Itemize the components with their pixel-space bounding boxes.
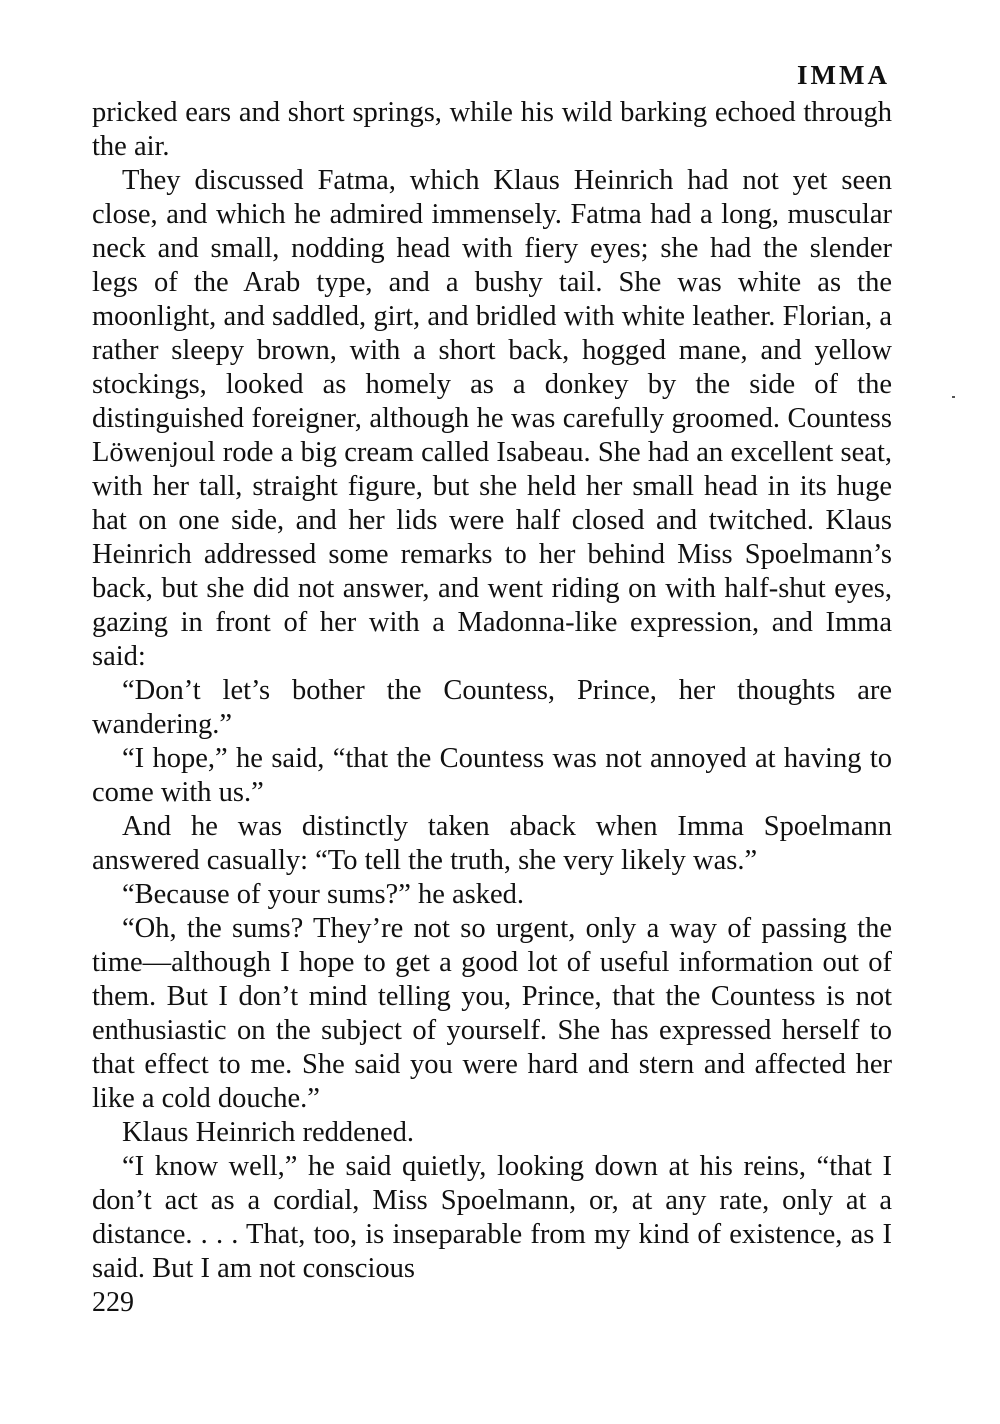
- paragraph: “I hope,” he said, “that the Countess was not annoyed at having to come with us.”: [92, 743, 892, 808]
- paragraph: “I know well,” he said quietly, looking down at his reins, “that I don’t act as a cordial, Miss Spoelmann, or, at any rate, only at a distance. . . . That, too, is inseparable from my kind of existence, as I said. But I am not conscious: [92, 1151, 892, 1284]
- paragraph: pricked ears and short springs, while his wild barking echoed through the air.: [92, 97, 892, 162]
- running-title: IMMA: [797, 60, 890, 90]
- paragraph: They discussed Fatma, which Klaus Heinrich had not yet seen close, and which he admired immensely. Fatma had a long, muscular neck and small, nodding head with fiery eyes; she had the slender legs of the Arab type, and a bushy tail. She was white as the moonlight, and saddled, girt, and bridled with white leather. Florian, a rather sleepy brown, with a short back, hogged mane, and yellow stockings, looked as homely as a donkey by the side of the distinguished foreigner, although he was carefully groomed. Countess Löwenjoul rode a big cream called Isabeau. She had an excellent seat, with her tall, straight figure, but she held her small head in its huge hat on one side, and her lids were half closed and twitched. Klaus Heinrich addressed some remarks to her behind Miss Spoelmann’s back, but she did not answer, and went riding on with half-shut eyes, gazing in front of her with a Madonna-like expression, and Imma said:: [92, 165, 892, 672]
- scan-speck: [952, 396, 955, 398]
- paragraph: “Don’t let’s bother the Countess, Prince, her thoughts are wandering.”: [92, 675, 892, 740]
- body-text: [92, 96, 892, 1286]
- paragraph: And he was distinctly taken aback when Imma Spoelmann answered casually: “To tell the truth, she very likely was.”: [92, 811, 892, 876]
- page-number: 229: [92, 1287, 134, 1318]
- book-page: [92, 60, 892, 1360]
- paragraph: “Because of your sums?” he asked.: [122, 879, 525, 910]
- paragraph: “Oh, the sums? They’re not so urgent, only a way of passing the time—although I hope to get a good lot of useful information out of them. But I don’t mind telling you, Prince, that the Countess is not enthusiastic on the subject of yourself. She has expressed herself to that effect to me. She said you were hard and stern and affected her like a cold douche.”: [92, 913, 892, 1114]
- paragraph: Klaus Heinrich reddened.: [122, 1117, 415, 1148]
